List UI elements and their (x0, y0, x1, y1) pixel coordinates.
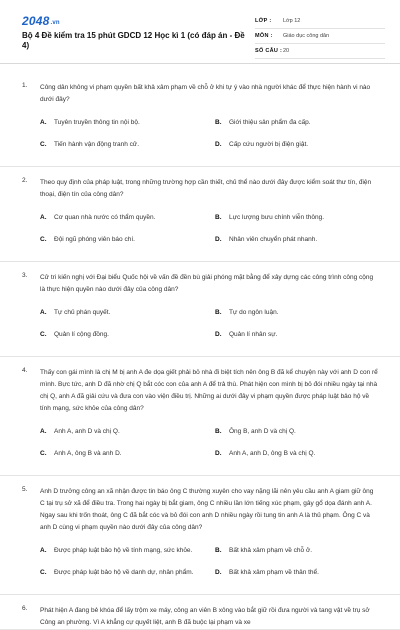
answer-options (40, 534, 378, 594)
site-logo[interactable] (22, 14, 60, 28)
meta-label: LỚP : (255, 18, 272, 24)
answer-options (40, 415, 378, 475)
answer-text: Được pháp luật bảo hộ về tính mạng, sức khỏe. (54, 547, 193, 554)
meta-row-class (255, 14, 385, 29)
answer-letter: B. (215, 214, 222, 221)
answer-text: Lực lượng bưu chính viễn thông. (229, 214, 325, 221)
answer-letter: C. (40, 236, 47, 243)
meta-row-count (255, 44, 385, 59)
answer-letter: B. (215, 119, 222, 126)
exam-meta (255, 14, 385, 59)
answer-options (40, 201, 378, 261)
answer-option-b[interactable] (215, 112, 378, 134)
answer-letter: B. (215, 547, 222, 554)
meta-value: Giáo dục công dân (283, 33, 330, 39)
question-5 (0, 476, 400, 595)
answer-letter: C. (40, 331, 47, 338)
question-list (0, 72, 400, 630)
answer-text: Được pháp luật bảo hộ về danh dự, nhân phẩm. (54, 569, 194, 576)
answer-letter: D. (215, 141, 222, 148)
question-text: Công dân không vi phạm quyền bất khả xâm phạm về chỗ ở khi tự ý vào nhà người khác để thực hiện hành vi nào dưới đây? (40, 84, 371, 103)
answer-text: Anh A, ông B và anh D. (54, 450, 122, 457)
answer-text: Tự do ngôn luận. (229, 309, 279, 316)
answer-option-c[interactable] (40, 562, 203, 584)
meta-value: 20 (283, 48, 290, 54)
answer-letter: D. (215, 569, 222, 576)
answer-text: Nhân viên chuyển phát nhanh. (229, 236, 318, 243)
answer-letter: A. (40, 428, 47, 435)
answer-text: Bất khả xâm phạm về thân thể. (229, 569, 319, 576)
meta-value: Lớp 12 (283, 18, 301, 24)
meta-label: SỐ CÂU : (255, 48, 283, 54)
question-number: 5. (22, 486, 28, 493)
question-number: 4. (22, 367, 28, 374)
answer-letter: A. (40, 214, 47, 221)
answer-option-c[interactable] (40, 443, 203, 465)
meta-label: MÔN : (255, 33, 273, 39)
answer-letter: B. (215, 428, 222, 435)
question-number: 1. (22, 82, 28, 89)
question-3 (0, 262, 400, 357)
answer-text: Đội ngũ phóng viên báo chí. (54, 236, 135, 243)
question-text: Thấy con gái mình là chị M bị anh A đe dọa giết phải bỏ nhà đi biệt tích nên ông B đã kể chuyện này với anh D con rể mình. Bực tức, anh D đã nhờ chị Q bắt cóc con của anh A để trả thù. Phát hiện con mình bị bỏ đói nhiều ngày tại nhà chị Q, anh A đã giải cứu và đưa con vào viện điều trị. Những ai dưới đây vi phạm quyền được pháp luật bảo hộ về tính mạng, sức khỏe của công dân? (40, 369, 378, 412)
answer-text: Tuyên truyền thông tin nội bộ. (54, 119, 140, 126)
answer-option-d[interactable] (215, 229, 378, 251)
answer-option-b[interactable] (215, 540, 378, 562)
logo-domain: .vn (50, 20, 60, 26)
question-4 (0, 357, 400, 476)
question-text: Cử tri kiến nghị với Đại biểu Quốc hội về vấn đề đền bù giải phóng mặt bằng để xây dựng các công trình công cộng là thực hiện quyền nào dưới đây của công dân? (40, 274, 374, 293)
answer-text: Quản lí cộng đồng. (54, 331, 109, 338)
answer-option-c[interactable] (40, 134, 203, 156)
answer-option-b[interactable] (215, 302, 378, 324)
answer-option-d[interactable] (215, 134, 378, 156)
question-text: Anh D trưởng công an xã nhận được tin báo ông C thường xuyên cho vay nặng lãi nên yêu cầu anh A giam giữ ông C tại trụ sở xã để điều tra. Trong hai ngày bị bắt giam, ông C nhiều lần lớn tiếng xúc phạm, gây gổ dọa đánh anh A. Ngay sau khi trốn thoát, ông C đã bắt cóc và bỏ đói con anh D nhiều ngày rồi tung tin anh A là thủ phạm. Ông C và anh D cùng vi phạm quyền nào dưới đây của công dân? (40, 488, 374, 531)
answer-option-a[interactable] (40, 207, 203, 229)
logo-text: 2048 (22, 14, 50, 28)
answer-text: Anh A, anh D, ông B và chị Q. (229, 450, 316, 457)
question-1 (0, 72, 400, 167)
answer-option-c[interactable] (40, 229, 203, 251)
answer-text: Tiến hành vận động tranh cử. (54, 141, 140, 148)
answer-option-a[interactable] (40, 112, 203, 134)
answer-letter: D. (215, 450, 222, 457)
answer-options (40, 106, 378, 166)
question-6 (0, 595, 400, 630)
question-number: 2. (22, 177, 28, 184)
answer-text: Cấp cứu người bị điện giật. (229, 141, 309, 148)
answer-text: Anh A, anh D và chị Q. (54, 428, 120, 435)
meta-row-subject (255, 29, 385, 44)
answer-option-d[interactable] (215, 443, 378, 465)
page-title: Bộ 4 Đề kiểm tra 15 phút GDCD 12 Học kì 1 (có đáp án - Đề 4) (22, 31, 245, 50)
answer-text: Cơ quan nhà nước có thẩm quyền. (54, 214, 156, 221)
question-number: 3. (22, 272, 28, 279)
question-number: 6. (22, 605, 28, 612)
answer-text: Quản lí nhân sự. (229, 331, 278, 338)
answer-text: Giới thiệu sản phẩm đa cấp. (229, 119, 311, 126)
answer-text: Tự chủ phán quyết. (54, 309, 111, 316)
answer-letter: D. (215, 331, 222, 338)
answer-letter: D. (215, 236, 222, 243)
answer-option-c[interactable] (40, 324, 203, 346)
question-text: Theo quy định của pháp luật, trong những trường hợp cần thiết, chủ thể nào dưới đây được kiểm soát thư tín, điện thoại, điện tín của công dân? (40, 179, 372, 198)
question-text: Phát hiện A đang bẻ khóa để lấy trộm xe máy, công an viên B xông vào bắt giữ rồi đưa người và tang vật về trụ sở Công an phường. Vì A khẳng cự quyết liệt, anh B đã buộc lại phạm và xe (40, 607, 370, 626)
answer-options (40, 296, 378, 356)
answer-letter: A. (40, 309, 47, 316)
answer-option-b[interactable] (215, 421, 378, 443)
answer-letter: C. (40, 450, 47, 457)
answer-option-d[interactable] (215, 324, 378, 346)
answer-letter: B. (215, 309, 222, 316)
answer-option-a[interactable] (40, 302, 203, 324)
answer-option-d[interactable] (215, 562, 378, 584)
answer-letter: A. (40, 547, 47, 554)
answer-letter: C. (40, 141, 47, 148)
answer-option-b[interactable] (215, 207, 378, 229)
answer-option-a[interactable] (40, 421, 203, 443)
document-header (0, 0, 400, 64)
answer-text: Bất khả xâm phạm về chỗ ở. (229, 547, 313, 554)
answer-letter: A. (40, 119, 47, 126)
answer-option-a[interactable] (40, 540, 203, 562)
answer-letter: C. (40, 569, 47, 576)
question-2 (0, 167, 400, 262)
answer-text: Ông B, anh D và chị Q. (229, 428, 296, 435)
